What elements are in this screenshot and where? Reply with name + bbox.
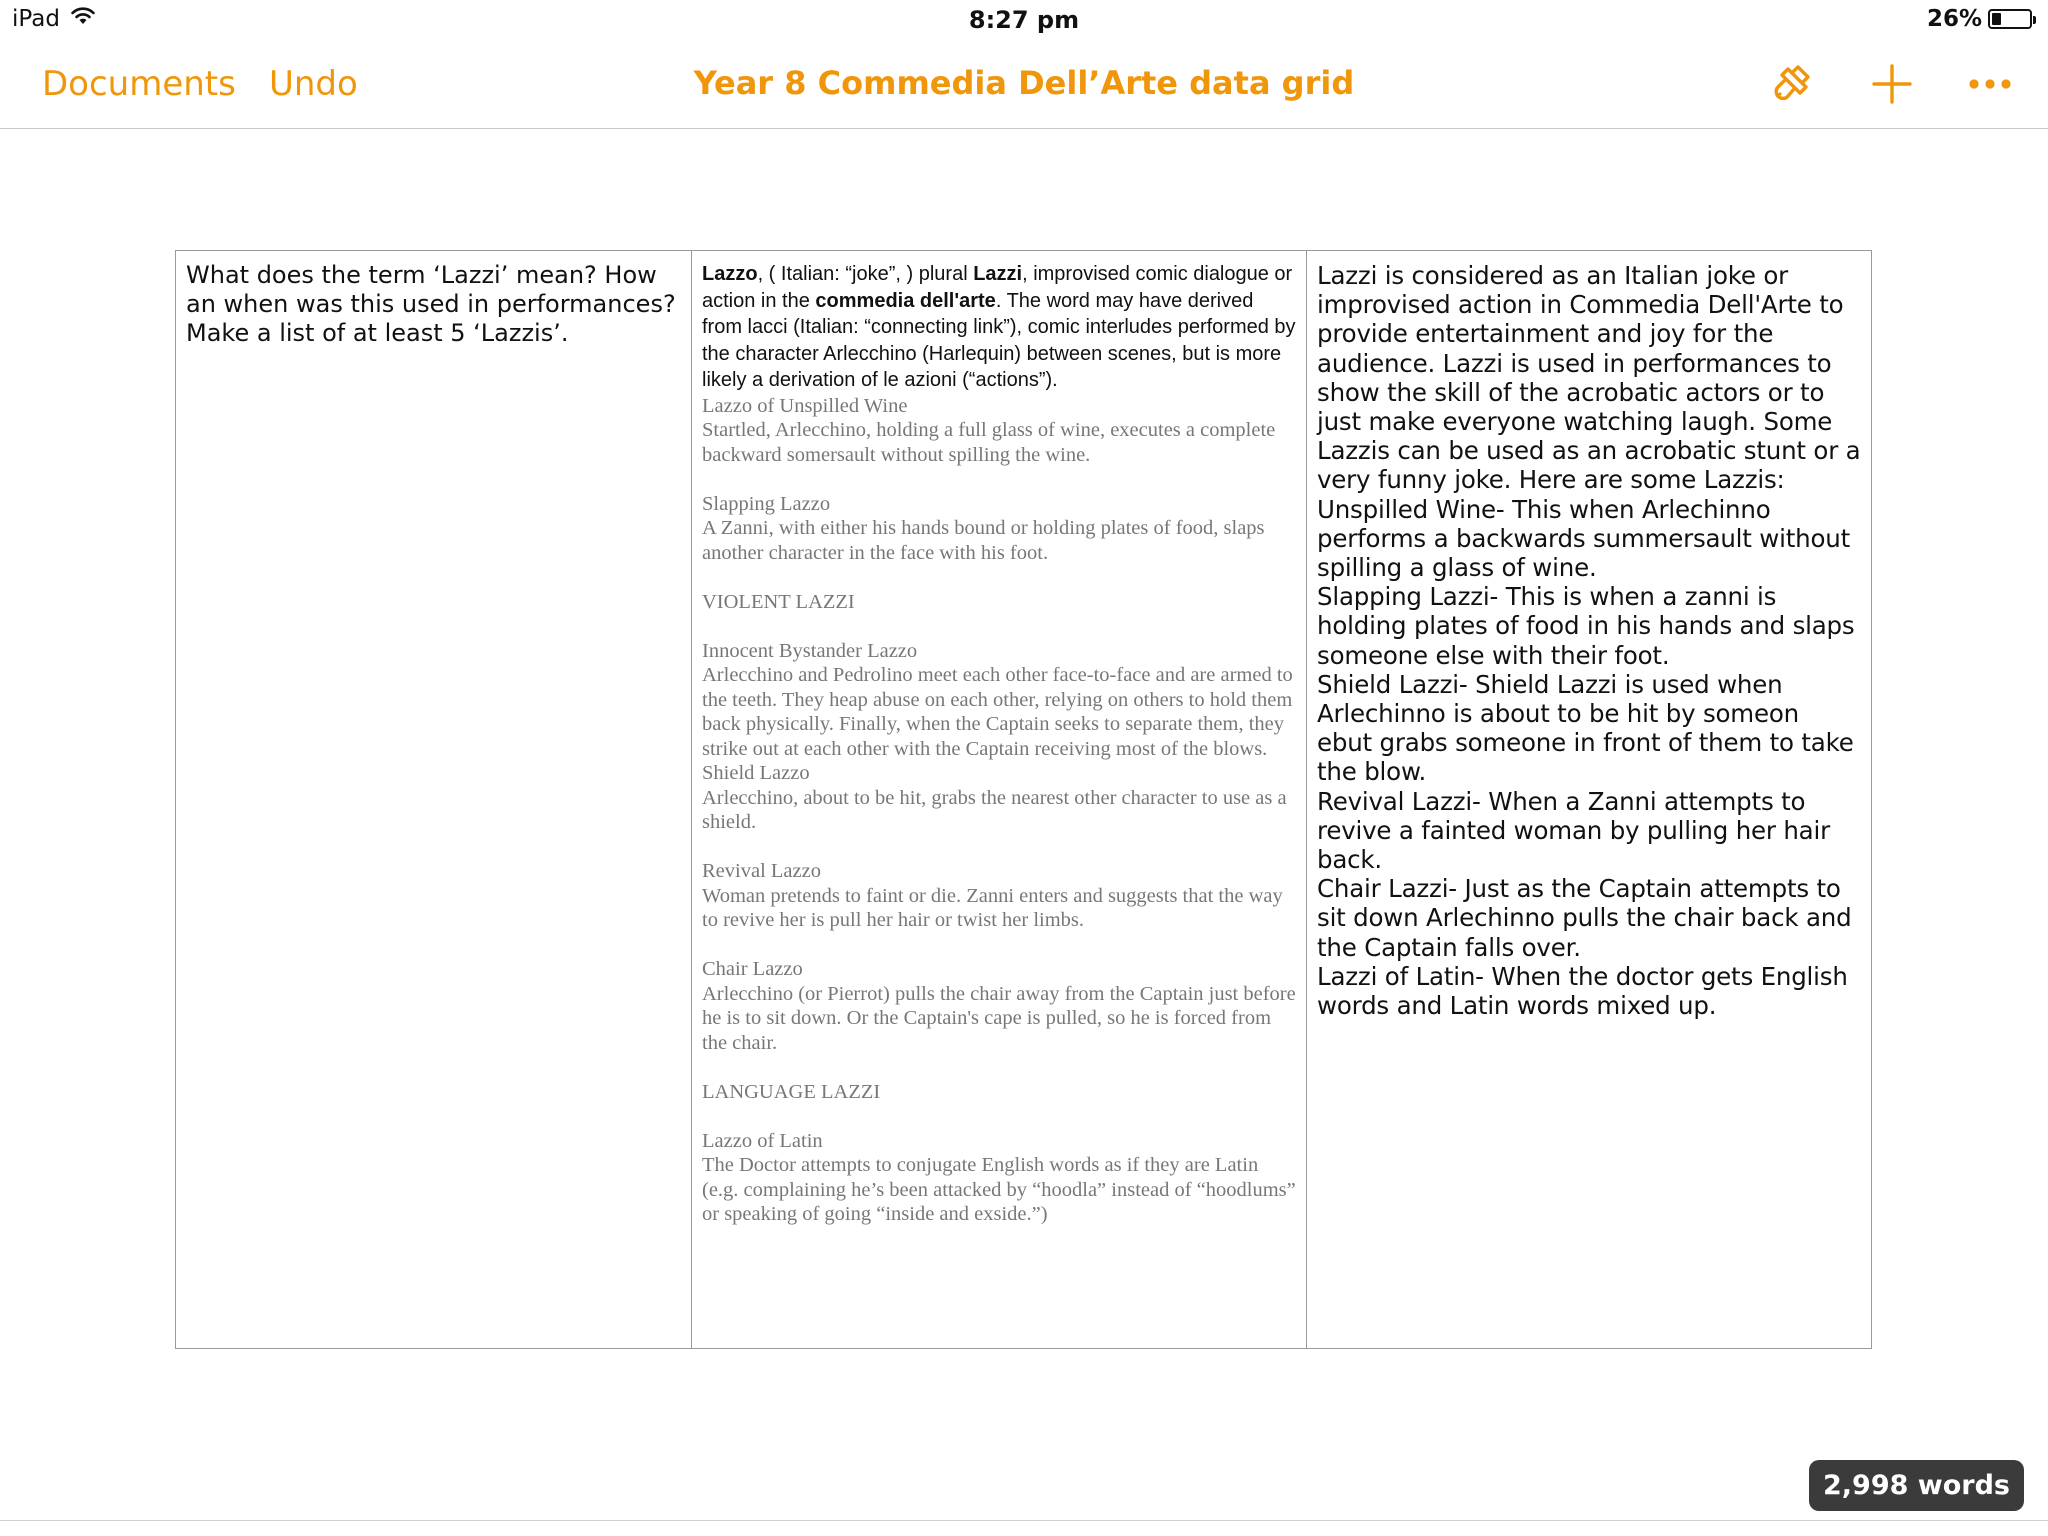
list-item-title: Slapping Lazzo [702,492,831,515]
device-name: iPad [12,6,60,32]
bottom-divider [0,1520,2048,1521]
status-right [1927,6,2032,32]
answer-paragraph: Chair Lazzi- Just as the Captain attempts to sit down Arlechinno pulls the chair back and the Captain falls over. [1317,874,1852,962]
lazzi-definition: Lazzo, ( Italian: “joke”, ) plural Lazzi, improvised comic dialogue or action in the commedia dell'arte. The word may have derived from lacci (Italian: “connecting link”), comic interludes performed by the character Arlecchino (Harlequin) between scenes, but is more likely a derivation of le azioni (“actions”). [702,263,1296,392]
research-cell[interactable] [692,251,1307,1349]
list-item-text: The Doctor attempts to conjugate English words as if they are Latin (e.g. complaining he’s been attacked by “hoodla” instead of “hoodlums” or speaking of going “inside and exside.”) [702,1154,1296,1226]
list-item-text: Startled, Arlecchino, holding a full glass of wine, executes a complete backward somersault without spilling the wine. [702,419,1276,466]
list-item-text: A Zanni, with either his hands bound or holding plates of food, slaps another character in the face with his foot. [702,517,1265,564]
list-item-text: Woman pretends to faint or die. Zanni enters and suggests that the way to revive her is pull her hair or twist her limbs. [702,884,1283,932]
status-time: 8:27 pm [968,6,1080,34]
answer-paragraph: Lazzi of Latin- When the doctor gets English words and Latin words mixed up. [1317,961,1848,1021]
document-title: Year 8 Commedia Dell’Arte data grid [693,64,1355,102]
document-toolbar [0,40,2048,129]
undo-button[interactable]: Undo [269,64,358,104]
answer-paragraph: Slapping Lazzi- This is when a zanni is holding plates of food in his hands and slaps someone else with their foot. [1317,582,1855,670]
plus-icon[interactable] [1866,58,1918,110]
more-icon[interactable] [1964,58,2016,110]
battery-icon [1988,9,2032,29]
list-item-title: Lazzo of Latin [702,1129,823,1152]
list-item-title: Revival Lazzo [702,860,821,883]
list-item-title: Shield Lazzo [702,762,810,785]
status-bar [0,0,2048,40]
documents-button[interactable]: Documents [42,64,236,104]
section-heading: VIOLENT LAZZI [702,590,855,613]
list-item-text: Arlecchino and Pedrolino meet each other face-to-face and are armed to the teeth. They heap abuse on each other, relying on others to hold them back physically. Finally, when the Captain seeks to separate them, they strike out at each other with the Captain receiving most of the blows. [702,664,1293,760]
list-item-title: Lazzo of Unspilled Wine [702,394,908,417]
battery-percent: 26% [1926,6,1982,32]
list-item-title: Innocent Bystander Lazzo [702,639,918,662]
table-row [176,251,1872,1349]
answer-paragraph: Lazzi is considered as an Italian joke or improvised action in Commedia Dell'Arte to provide entertainment and joy for the audience. Lazzi is used in performances to show the skill of the acrobatic actors or to just make everyone watching laugh. Some Lazzis can be used as an acrobatic stunt or a very funny joke. Here are some Lazzis: [1317,261,1861,495]
section-heading: LANGUAGE LAZZI [702,1080,881,1103]
lazzi-list [702,394,1296,1227]
word-count-badge[interactable]: 2,998 words [1809,1460,2024,1511]
answer-paragraph: Revival Lazzi- When a Zanni attempts to revive a fainted woman by pulling her hair back. [1317,786,1830,875]
question-text: What does the term ‘Lazzi’ mean? How an when was this used in performances? Make a list of at least 5 ‘Lazzis’. [186,261,676,347]
list-item-text: Arlecchino (or Pierrot) pulls the chair away from the Captain just before he is to sit down. Or the Captain's cape is pulled, so he is forced from the chair. [702,982,1296,1054]
question-cell[interactable] [176,251,692,1349]
data-grid-table [175,250,1872,1349]
answer-paragraph: Unspilled Wine- This when Arlechinno performs a backwards summersault without spilling a glass of wine. [1317,494,1850,583]
paintbrush-icon[interactable] [1765,58,1817,110]
list-item-text: Arlecchino, about to be hit, grabs the nearest other character to use as a shield. [702,786,1287,834]
answer-cell[interactable] [1307,251,1872,1349]
answer-paragraph: Shield Lazzi- Shield Lazzi is used when Arlechinno is about to be hit by someon ebut grabs someone in front of them to take the blow. [1317,669,1854,787]
list-item-title: Chair Lazzo [702,958,803,981]
